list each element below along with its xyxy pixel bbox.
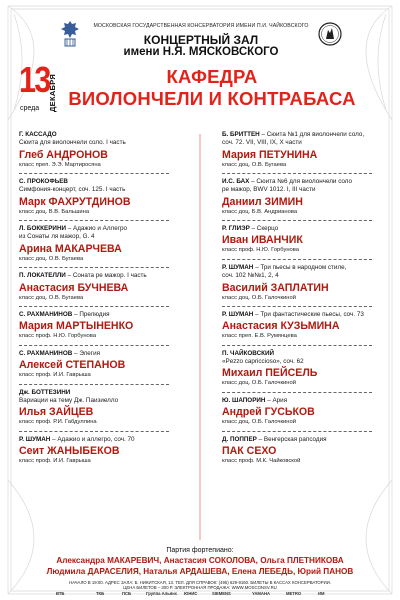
- accompanists-line1: Александра МАКАРЕВИЧ, Анастасия СОКОЛОВА, Ольга ПЛЕТНИКОВА: [56, 556, 344, 565]
- sponsor-logo: ПСБ: [122, 591, 132, 596]
- teacher-class: класс проф. И.И. Гаврыша: [19, 372, 91, 379]
- composer-name: И.С. БАХ: [222, 178, 250, 186]
- composer-name: С. ПРОКОФЬЕВ: [19, 178, 68, 186]
- program-item: [19, 436, 197, 471]
- teacher-class: класс проф. М.К. Чайковской: [222, 458, 301, 465]
- venue-info: НАЧАЛО В 19:00. АДРЕС ЗАЛА: Б. НИКИТСКАЯ, 13. ТЕЛ. ДЛЯ СПРАВОК: (495) 629-9160. БИЛЕТЫ В КАССАХ КОНСЕРВАТОРИИ.: [68, 580, 331, 585]
- composer-name: Р. ШУМАН: [222, 311, 254, 319]
- work-line: [19, 436, 197, 444]
- composer-name: Л. БОККЕРИНИ: [19, 225, 67, 233]
- conservatory-name: МОСКОВСКАЯ ГОСУДАРСТВЕННАЯ КОНСЕРВАТОРИЯ ИМЕНИ П.И. ЧАЙКОВСКОГО: [93, 23, 309, 29]
- work-line: [19, 225, 197, 233]
- work-detail: соч. 72. VII, VIII, IX, X части: [222, 139, 302, 147]
- performer-name: Андрей ГУСЬКОВ: [222, 406, 315, 419]
- work-title: – Венгерская рапсодия: [256, 435, 327, 443]
- work-line: [222, 131, 400, 139]
- teacher-class: класс преп. Е.В. Румянцева: [222, 333, 297, 340]
- work-detail: соч. 102 №№1, 2, 4: [222, 272, 279, 280]
- composer-name: Г. КАССАДО: [19, 131, 57, 138]
- work-detail: Сюита для виолончели соло. I часть: [19, 139, 126, 147]
- work-line: [19, 178, 197, 186]
- work-title: – Ария: [265, 396, 288, 404]
- accompanists-label: Партия фортепиано:: [166, 547, 234, 554]
- program-item: [222, 264, 400, 307]
- work-line: [222, 350, 400, 358]
- teacher-class: класс проф. Н.Ю. Горбунова: [222, 247, 300, 254]
- teacher-class: класс доц. Б.В. Андрианова: [222, 208, 298, 215]
- composer-name: С. РАХМАНИНОВ: [19, 349, 73, 357]
- work-title: – Три фантастические пьесы, соч. 73: [253, 311, 364, 319]
- work-title: – Соната ре мажор. I часть: [65, 272, 147, 280]
- program-item: [222, 436, 400, 471]
- ticket-info: ЦЕНА БИЛЕТОВ – 300 Р. ЭЛЕКТРОННАЯ ПРОДАЖА: WWW.MOSCONSV.RU: [123, 585, 277, 590]
- composer-name: С. РАХМАНИНОВ: [19, 311, 73, 319]
- composer-name: Дж. БОТТЕЗИНИ: [19, 388, 71, 396]
- concert-title-line2: ВИОЛОНЧЕЛИ И КОНТРАБАСА: [68, 88, 356, 109]
- program-item: [19, 131, 197, 174]
- teacher-class: класс доц. В.В. Бальшина: [19, 208, 90, 215]
- performer-name: Сеит ЖАНЫБЕКОВ: [19, 445, 120, 458]
- sponsor-logo: SIEMENS: [212, 591, 231, 596]
- program-item: [222, 350, 400, 393]
- work-detail: Симфония-концерт, соч. 125. I часть: [19, 186, 126, 194]
- work-line: [19, 272, 197, 280]
- sponsor-logo: ВТБ: [56, 591, 65, 596]
- composer-name: Р. ШУМАН: [222, 263, 254, 271]
- work-detail: Вариации на тему Дж. Паизиелло: [19, 396, 119, 404]
- program-item: [222, 225, 400, 260]
- hall-title: КОНЦЕРТНЫЙ ЗАЛ: [143, 33, 259, 47]
- performer-name: Иван ИВАНЧИК: [222, 234, 303, 247]
- teacher-class: класс доц. О.Б. Галочкиной: [222, 380, 296, 387]
- conservatory-logo-icon: [318, 22, 342, 46]
- date-month: ДЕКАБРЯ: [48, 73, 57, 112]
- program-item: [19, 225, 197, 268]
- work-line: [19, 350, 197, 358]
- teacher-class: класс проф. И.И. Гаврыша: [19, 458, 91, 465]
- work-detail: «Pezzo capriccioso», соч. 62: [222, 358, 304, 366]
- program-item: [222, 131, 400, 174]
- teacher-class: класс проф. Н.Ю. Горбуновa: [19, 333, 97, 340]
- program-item: [19, 311, 197, 346]
- work-title: – Скерцо: [249, 225, 279, 233]
- teacher-class: класс доц. О.Б. Галочкиной: [222, 294, 296, 301]
- work-line: [222, 436, 400, 444]
- performer-name: Алексей СТЕПАНОВ: [19, 359, 126, 372]
- work-line: [222, 397, 400, 405]
- program-left-column: [19, 131, 197, 475]
- concert-title-line1: КАФЕДРА: [166, 66, 258, 87]
- composer-name: Б. БРИТТЕН: [222, 131, 260, 138]
- performer-name: Арина МАКАРЧЕВА: [19, 242, 122, 255]
- performer-name: ПАК СЕХО: [222, 445, 277, 458]
- performer-name: Даниил ЗИМИН: [222, 195, 303, 208]
- sponsor-logo: ЮНИС: [184, 591, 198, 596]
- program-item: [19, 389, 197, 432]
- sponsor-logo: YAMAHA: [252, 591, 270, 596]
- teacher-class: класс доц. О.В. Бугаева: [19, 255, 84, 262]
- program-item: [222, 397, 400, 432]
- work-title: – Сюита №1 для виолончели соло,: [259, 131, 365, 138]
- sponsor-logo: Группа Альянс: [146, 591, 178, 596]
- composer-name: Р. ГЛИЭР: [222, 225, 250, 233]
- date-weekday: среда: [20, 105, 40, 112]
- work-title: – Три пьесы в народном стиле,: [253, 263, 347, 271]
- teacher-class: класс доц. О.В. Бугаева: [19, 294, 84, 301]
- program-item: [19, 272, 197, 307]
- work-title: – Адажио и аллегро, соч. 70: [50, 435, 135, 443]
- performer-name: Мария МАРТЫНЕНКО: [19, 320, 134, 333]
- work-detail: ре мажор, BWV 1012. I, III части: [222, 186, 316, 194]
- hall-subtitle: имени Н.Я. МЯСКОВСКОГО: [123, 46, 279, 58]
- sponsor-logo: ТКБ: [96, 591, 105, 596]
- program-item: [19, 178, 197, 221]
- performer-name: Василий ЗАПЛАТИН: [222, 281, 329, 294]
- composer-name: П. ЛОКАТЕЛЛИ: [19, 272, 66, 280]
- date-day: 13: [19, 59, 50, 100]
- performer-name: Анастасия БУЧНЕВА: [19, 281, 129, 294]
- work-line: [19, 389, 197, 397]
- work-line: [222, 225, 400, 233]
- work-detail: из Сонаты ля мажор, G. 4: [19, 233, 95, 241]
- work-line: [19, 131, 197, 139]
- program-item: [19, 350, 197, 385]
- work-line: [222, 178, 400, 186]
- performer-name: Глеб АНДРОНОВ: [19, 148, 108, 161]
- performer-name: Михаил ПЕЙСЕЛЬ: [222, 367, 318, 380]
- program-item: [222, 311, 400, 346]
- work-title: – Сюита №6 для виолончели соло: [249, 178, 353, 186]
- composer-name: Ю. ШАПОРИН: [222, 396, 266, 404]
- composer-name: Р. ШУМАН: [19, 435, 51, 443]
- work-title: – Адажио и Аллегро: [66, 225, 128, 233]
- composer-name: Д. ПОППЕР: [222, 435, 257, 443]
- program-right-column: [222, 131, 400, 475]
- work-title: – Элегия: [72, 349, 101, 357]
- accompanists-line2: Людмила ДАРАСЕЛИЯ, Наталья АРДАШЕВА, Елена ЛЕБЕДЬ, Юрий ПАНОВ: [46, 567, 354, 576]
- performer-name: Мария ПЕТУНИНА: [222, 148, 318, 161]
- teacher-class: класс доц. О.В. Бугаева: [222, 161, 287, 168]
- teacher-class: класс проф. Р.И. Габдуллина: [19, 419, 97, 426]
- ministry-emblem-icon: [58, 20, 82, 48]
- performer-name: Илья ЗАЙЦЕВ: [19, 406, 94, 419]
- work-title: – Прелюдия: [72, 311, 110, 319]
- work-line: [222, 311, 400, 319]
- composer-name: П. ЧАЙКОВСКИЙ: [222, 349, 275, 357]
- performer-name: Марк ФАХРУТДИНОВ: [19, 195, 131, 208]
- teacher-class: класс доц. О.Б. Галочкиной: [222, 419, 296, 426]
- sponsor-logo: ИМ: [318, 591, 325, 596]
- performer-name: Анастасия КУЗЬМИНА: [222, 320, 340, 333]
- program-item: [222, 178, 400, 221]
- work-line: [222, 264, 400, 272]
- teacher-class: класс преп. Э.Э. Мартиросяна: [19, 161, 101, 168]
- sponsor-logo: METRO: [286, 591, 302, 596]
- sponsor-logos: [56, 590, 356, 598]
- work-line: [19, 311, 197, 319]
